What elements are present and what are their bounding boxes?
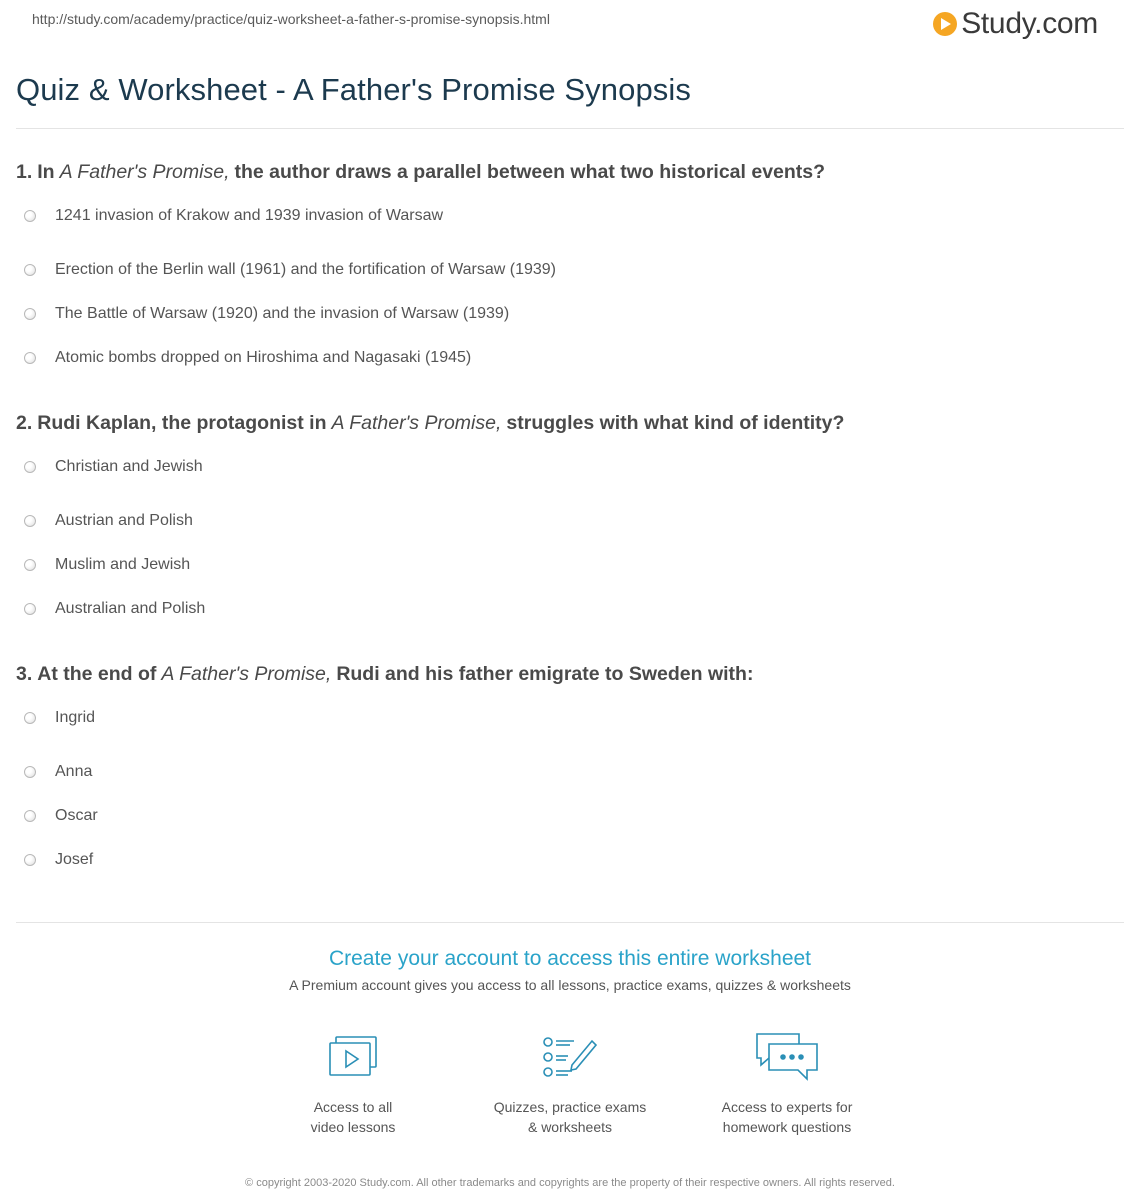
answer-option[interactable]	[16, 838, 1124, 882]
radio-button[interactable]	[24, 766, 36, 778]
option-label: Austrian and Polish	[55, 512, 193, 529]
question-number: 2.	[16, 412, 33, 434]
question-list	[16, 161, 1124, 882]
feature-label-line: homework questions	[722, 1119, 852, 1135]
feature-quizzes	[462, 1029, 679, 1137]
feature-label-line: Access to experts for	[721, 1099, 853, 1115]
answer-options	[16, 204, 1124, 380]
radio-button[interactable]	[24, 854, 36, 866]
quiz-checklist-icon	[462, 1029, 679, 1085]
answer-option[interactable]	[16, 248, 1124, 292]
answer-option[interactable]	[16, 455, 1124, 479]
question-number: 3.	[16, 663, 33, 685]
question-post: the author draws a parallel between what two historical events?	[234, 161, 826, 183]
question-italic: A Father's Promise,	[161, 663, 332, 685]
radio-button[interactable]	[24, 352, 36, 364]
feature-list	[16, 1029, 1124, 1137]
video-lessons-icon	[245, 1029, 462, 1085]
question-3	[16, 663, 1124, 882]
radio-button[interactable]	[24, 515, 36, 527]
option-label: Ingrid	[55, 709, 96, 726]
radio-button[interactable]	[24, 603, 36, 615]
question-text	[16, 161, 1124, 184]
chat-bubbles-icon	[679, 1029, 896, 1085]
radio-button[interactable]	[24, 461, 36, 473]
page-url: http://study.com/academy/practice/quiz-worksheet-a-father-s-promise-synopsis.html	[32, 11, 550, 27]
option-label: Oscar	[55, 807, 98, 824]
question-pre: In	[37, 161, 55, 183]
feature-label-line: Access to all	[313, 1099, 393, 1115]
answer-option[interactable]	[16, 543, 1124, 587]
page-title: Quiz & Worksheet - A Father's Promise Synopsis	[16, 72, 691, 107]
option-label: Australian and Polish	[55, 600, 206, 617]
question-pre: At the end of	[37, 663, 157, 685]
feature-label	[245, 1097, 462, 1137]
question-1	[16, 161, 1124, 380]
answer-option[interactable]	[16, 587, 1124, 631]
answer-option[interactable]	[16, 499, 1124, 543]
radio-button[interactable]	[24, 210, 36, 222]
radio-button[interactable]	[24, 308, 36, 320]
answer-option[interactable]	[16, 336, 1124, 380]
signup-cta	[16, 922, 1124, 1192]
option-label: Anna	[55, 763, 93, 780]
question-italic: A Father's Promise,	[331, 412, 502, 434]
radio-button[interactable]	[24, 264, 36, 276]
answer-options	[16, 706, 1124, 882]
feature-label	[462, 1097, 679, 1137]
question-2	[16, 412, 1124, 631]
option-label: Muslim and Jewish	[55, 556, 191, 573]
answer-option[interactable]	[16, 794, 1124, 838]
feature-label	[679, 1097, 896, 1137]
copyright-notice: © copyright 2003-2020 Study.com. All other trademarks and copyrights are the property of their respective owners. All rights reserved.	[245, 1177, 895, 1189]
feature-label-line: video lessons	[310, 1119, 396, 1135]
radio-button[interactable]	[24, 810, 36, 822]
feature-label-line: Quizzes, practice exams	[493, 1099, 647, 1115]
answer-option[interactable]	[16, 292, 1124, 336]
question-number: 1.	[16, 161, 33, 183]
option-label: Christian and Jewish	[55, 458, 203, 475]
study-logo[interactable]	[933, 7, 1098, 41]
cta-title-link[interactable]: Create your account to access this entire worksheet	[328, 947, 812, 970]
feature-label-line: & worksheets	[527, 1119, 613, 1135]
option-label: 1241 invasion of Krakow and 1939 invasion of Warsaw	[55, 207, 444, 224]
answer-option[interactable]	[16, 750, 1124, 794]
question-italic: A Father's Promise,	[59, 161, 230, 183]
top-bar	[16, 0, 1124, 48]
question-text	[16, 412, 1124, 435]
cta-subtitle: A Premium account gives you access to all lessons, practice exams, quizzes & worksheets	[289, 977, 851, 993]
option-label: Erection of the Berlin wall (1961) and the fortification of Warsaw (1939)	[55, 261, 556, 278]
divider	[16, 128, 1124, 129]
play-circle-icon	[933, 12, 957, 36]
feature-experts	[679, 1029, 896, 1137]
option-label: Atomic bombs dropped on Hiroshima and Nagasaki (1945)	[55, 349, 472, 366]
option-label: The Battle of Warsaw (1920) and the invasion of Warsaw (1939)	[55, 305, 510, 322]
logo-text: Study.com	[961, 7, 1098, 40]
radio-button[interactable]	[24, 559, 36, 571]
answer-option[interactable]	[16, 706, 1124, 730]
question-text	[16, 663, 1124, 686]
radio-button[interactable]	[24, 712, 36, 724]
answer-options	[16, 455, 1124, 631]
answer-option[interactable]	[16, 204, 1124, 228]
question-post: struggles with what kind of identity?	[506, 412, 845, 434]
feature-video-lessons	[245, 1029, 462, 1137]
question-pre: Rudi Kaplan, the protagonist in	[37, 412, 327, 434]
option-label: Josef	[55, 851, 94, 868]
question-post: Rudi and his father emigrate to Sweden with:	[336, 663, 754, 685]
